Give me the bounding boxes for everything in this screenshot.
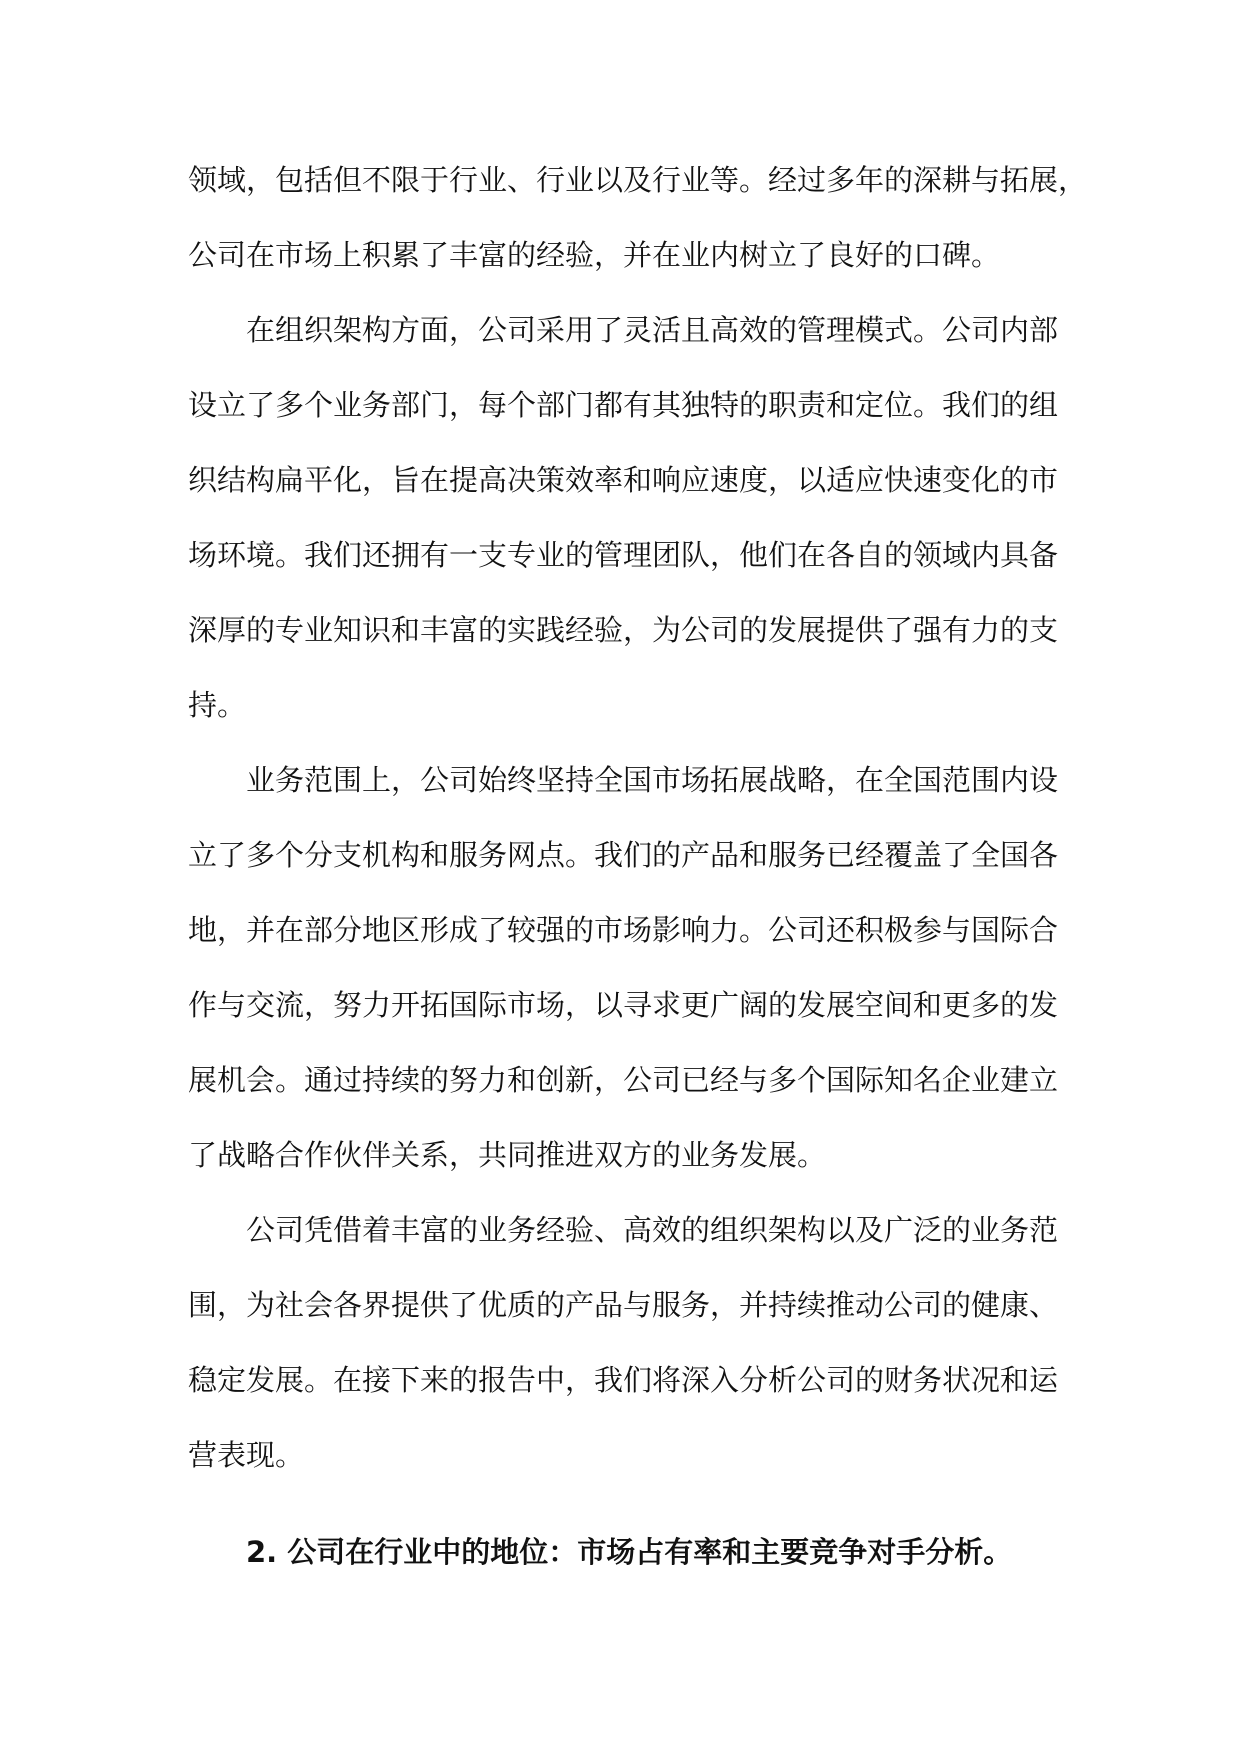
text-line: 了战略合作伙伴关系，共同推进双方的业务发展。 (188, 1138, 827, 1172)
text-line: 展机会。通过持续的努力和创新，公司已经与多个国际知名企业建立 (188, 1063, 1059, 1097)
text-line: 在组织架构方面，公司采用了灵活且高效的管理模式。公司内部 (246, 313, 1059, 347)
text-line: 深厚的专业知识和丰富的实践经验，为公司的发展提供了强有力的支 (188, 613, 1059, 647)
text-line: 业务范围上，公司始终坚持全国市场拓展战略，在全国范围内设 (246, 763, 1059, 797)
text-line: 作与交流，努力开拓国际市场，以寻求更广阔的发展空间和更多的发 (188, 988, 1059, 1022)
paragraph-4 (188, 1193, 1058, 1493)
text-line: 稳定发展。在接下来的报告中，我们将深入分析公司的财务状况和运 (188, 1363, 1059, 1397)
text-line: 围，为社会各界提供了优质的产品与服务，并持续推动公司的健康、 (188, 1288, 1059, 1322)
paragraph-2 (188, 293, 1058, 743)
text-line: 营表现。 (188, 1438, 305, 1472)
text-line: 公司凭借着丰富的业务经验、高效的组织架构以及广泛的业务范 (246, 1213, 1059, 1247)
paragraph-1 (188, 143, 1088, 293)
text-line: 公司在市场上积累了丰富的经验，并在业内树立了良好的口碑。 (188, 238, 1001, 272)
text-line: 领域，包括但不限于行业、行业以及行业等。经过多年的深耕与拓展， (188, 163, 1088, 197)
text-line: 立了多个分支机构和服务网点。我们的产品和服务已经覆盖了全国各 (188, 838, 1059, 872)
text-line: 织结构扁平化，旨在提高决策效率和响应速度，以适应快速变化的市 (188, 463, 1059, 497)
text-line: 设立了多个业务部门，每个部门都有其独特的职责和定位。我们的组 (188, 388, 1059, 422)
paragraph-3 (188, 743, 1058, 1193)
text-line: 地，并在部分地区形成了较强的市场影响力。公司还积极参与国际合 (188, 913, 1059, 947)
body-text (188, 143, 1088, 1493)
section-heading: 2. 公司在行业中的地位：市场占有率和主要竞争对手分析。 (246, 1535, 1013, 1569)
text-line: 场环境。我们还拥有一支专业的管理团队，他们在各自的领域内具备 (188, 538, 1059, 572)
text-line: 持。 (188, 688, 247, 722)
